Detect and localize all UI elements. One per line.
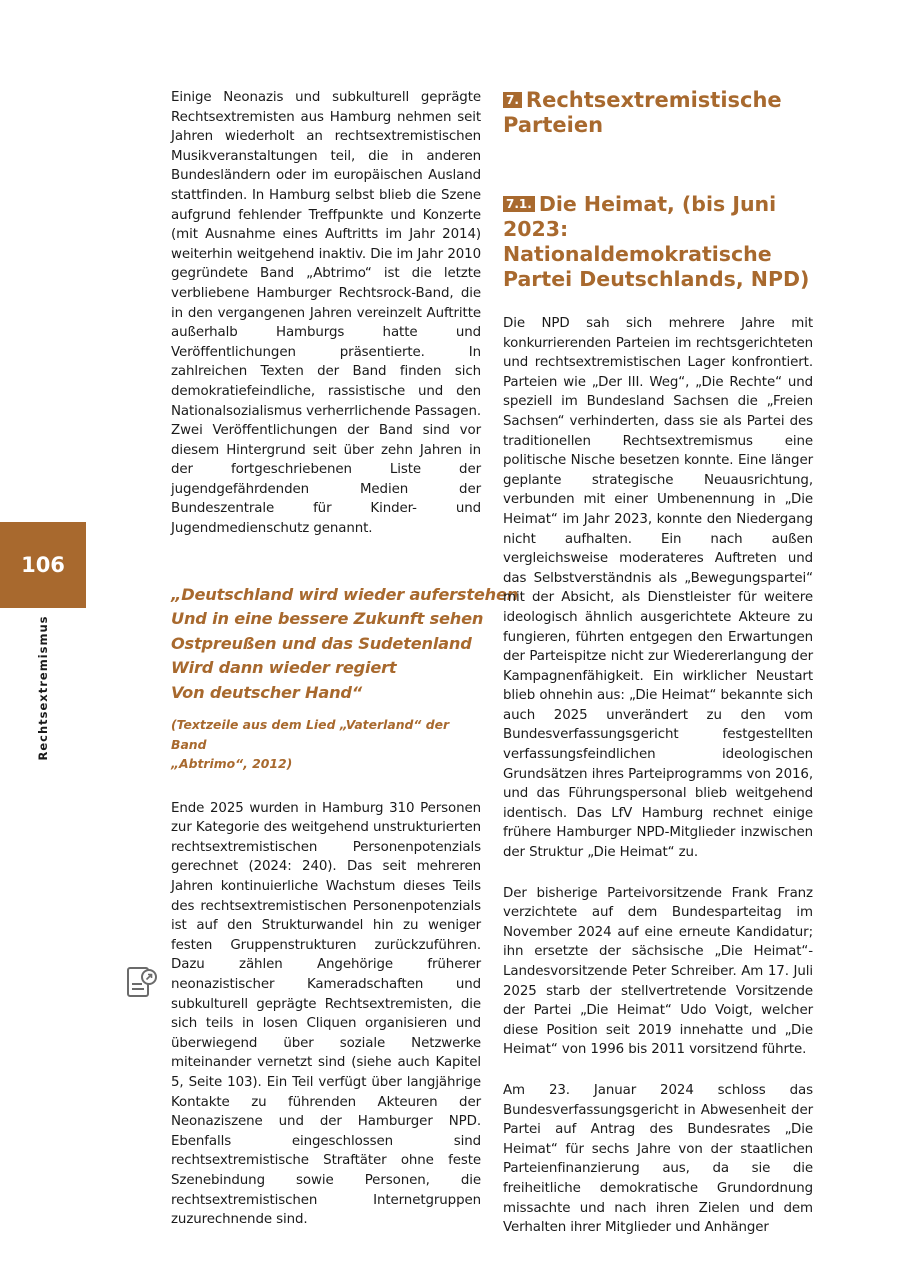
right-column [503, 88, 813, 1238]
body-paragraph: Ende 2025 wurden in Hamburg 310 Personen zur Kategorie des weitgehend unstrukturierten rechtsextremistischen Personenpotenzials gerechnet (2024: 240). Das seit mehreren Jahren kontinuierliche Wachstum dieses Teils des rechtsextremistischen Personenpotenzials ist auf den Strukturwandel hin zu weniger festen Gruppenstrukturen zurückzuführen. Dazu zählen Angehörige früherer neonazistischer Kameradschaften und subkulturell geprägte Rechtsextremisten, die sich teils in losen Cliquen organisieren und überwiegend über soziale Netzwerke miteinander vernetzt sind (siehe auch Kapitel 5, Seite 103). Ein Teil verfügt über langjährige Kontakte zu führenden Akteuren der Neonaziszene und der Hamburger NPD. Ebenfalls eingeschlossen sind rechtsextremistische Straftäter ohne feste Szenebindung sowie Personen, die rechtsextremistischen Internetgruppen zuzurechnende sind. [171, 800, 481, 1228]
body-paragraph: Einige Neonazis und subkulturell geprägte Rechtsextremisten aus Hamburg nehmen seit Jahren wiederholt an rechtsextremistischen Musikveranstaltungen teil, die in anderen Bundesländern oder im europäischen Ausland stattfinden. In Hamburg selbst blieb die Szene aufgrund fehlender Treffpunkte und Konzerte (mit Ausnahme eines Auftritts im Jahr 2014) weiterhin weitgehend inaktiv. Die im Jahr 2010 gegründete Band „Abtrimo“ ist die letzte verbliebene Hamburger Rechtsrock-Band, die in den vergangenen Jahren vereinzelt Auftritte außerhalb Hamburgs hatte und Veröffentlichungen präsentierte. In zahlreichen Texten der Band finden sich demokratiefeindliche, rassistische und den Nationalsozialismus verherrlichende Passagen. Zwei Veröffentlichungen der Band sind vor diesem Hintergrund seit über zehn Jahren in der fortgeschriebenen Liste der jugendgefährdenden Medien der Bundeszentrale für Kinder- und Jugendmedienschutz genannt. [171, 90, 481, 537]
quote-source [171, 715, 481, 774]
section-title: Die Heimat, (bis Juni 2023: Nationaldemokratische Partei Deutschlands, NPD) [503, 192, 810, 291]
page-number-tab [0, 522, 86, 608]
chapter-heading [503, 88, 813, 138]
section-heading [503, 192, 813, 292]
document-link-icon[interactable] [126, 966, 158, 1000]
quote-line: Und in eine bessere Zukunft sehen [171, 609, 484, 629]
section-side-label: Rechtsextremismus [36, 615, 50, 761]
quote-line: „Deutschland wird wieder auferstehen [171, 584, 519, 604]
section-number: 7.1. [503, 196, 535, 212]
page-number: 106 [21, 553, 65, 577]
chapter-number: 7. [503, 92, 522, 108]
quote-line: Ostpreußen und das Sudetenland [171, 633, 472, 653]
body-paragraph: Die NPD sah sich mehrere Jahre mit konkurrierenden Parteien im rechtsgerichteten und rechtsextremistischen Lager konfrontiert. Parteien wie „Der III. Weg“, „Die Rechte“ und speziell im Bundesland Sachsen die „Freien Sachsen“ verhinderten, dass sie als Partei des traditionellen Rechtsextremismus eine politische Nische besetzen konnte. Eine länger geplante strategische Neuausrichtung, verbunden mit einer Umbenennung in „Die Heimat“ im Jahr 2023, konnte den Niedergang nicht aufhalten. Ein nach außen vergleichsweise moderateres Auftreten und das Selbstverständnis als „Bewegungspartei“ mit der Absicht, als Dienstleister für weitere ideologisch ähnlich ausgerichtete Akteure zu fungieren, führten entgegen den Erwartungen der Parteispitze nicht zur Wiedererlangung der Kampagnenfähigkeit. Ein wirklicher Neustart blieb ohnehin aus: „Die Heimat“ bekannte sich auch 2025 unverändert zu den vom Bundesverfassungsgericht festgestellten verfassungsfeindlichen ideologischen Grundsätzen ihres Parteiprogramms von 2016, und das Führungspersonal blieb weitgehend identisch. Das LfV Hamburg rechnet einige frühere Hamburger NPD-Mitglieder inzwischen der Struktur „Die Heimat“ zu. [503, 316, 813, 861]
quote-line: Von deutscher Hand“ [171, 682, 363, 702]
body-paragraph: Der bisherige Parteivorsitzende Frank Franz verzichtete auf dem Bundesparteitag im November 2024 auf eine erneute Kandidatur; ihn ersetzte der sächsische „Die Heimat“-Landesvorsitzende Peter Schreiber. Am 17. Juli 2025 starb der stellvertretende Vorsitzende der Partei „Die Heimat“ Udo Voigt, welcher diese Position seit 2019 innehatte und „Die Heimat“ von 1996 bis 2011 vorsitzend führte. [503, 885, 813, 1058]
body-paragraph: Am 23. Januar 2024 schloss das Bundesverfassungsgericht in Abwesenheit der Partei auf Antrag des Bundesrates „Die Heimat“ für sechs Jahre von der staatlichen Parteienfinanzierung aus, da sie die freiheitliche demokratische Grundordnung missachte und nach ihren Zielen und dem Verhalten ihrer Mitglieder und Anhänger [503, 1082, 813, 1236]
quote-line: Wird dann wieder regiert [171, 658, 397, 678]
quote-source-line: „Abtrimo“, 2012) [171, 756, 293, 772]
chapter-title: Rechtsextremistische Parteien [503, 88, 782, 137]
lyrics-quote [171, 583, 519, 706]
quote-source-line: (Textzeile aus dem Lied „Vaterland“ der Band [171, 717, 450, 752]
